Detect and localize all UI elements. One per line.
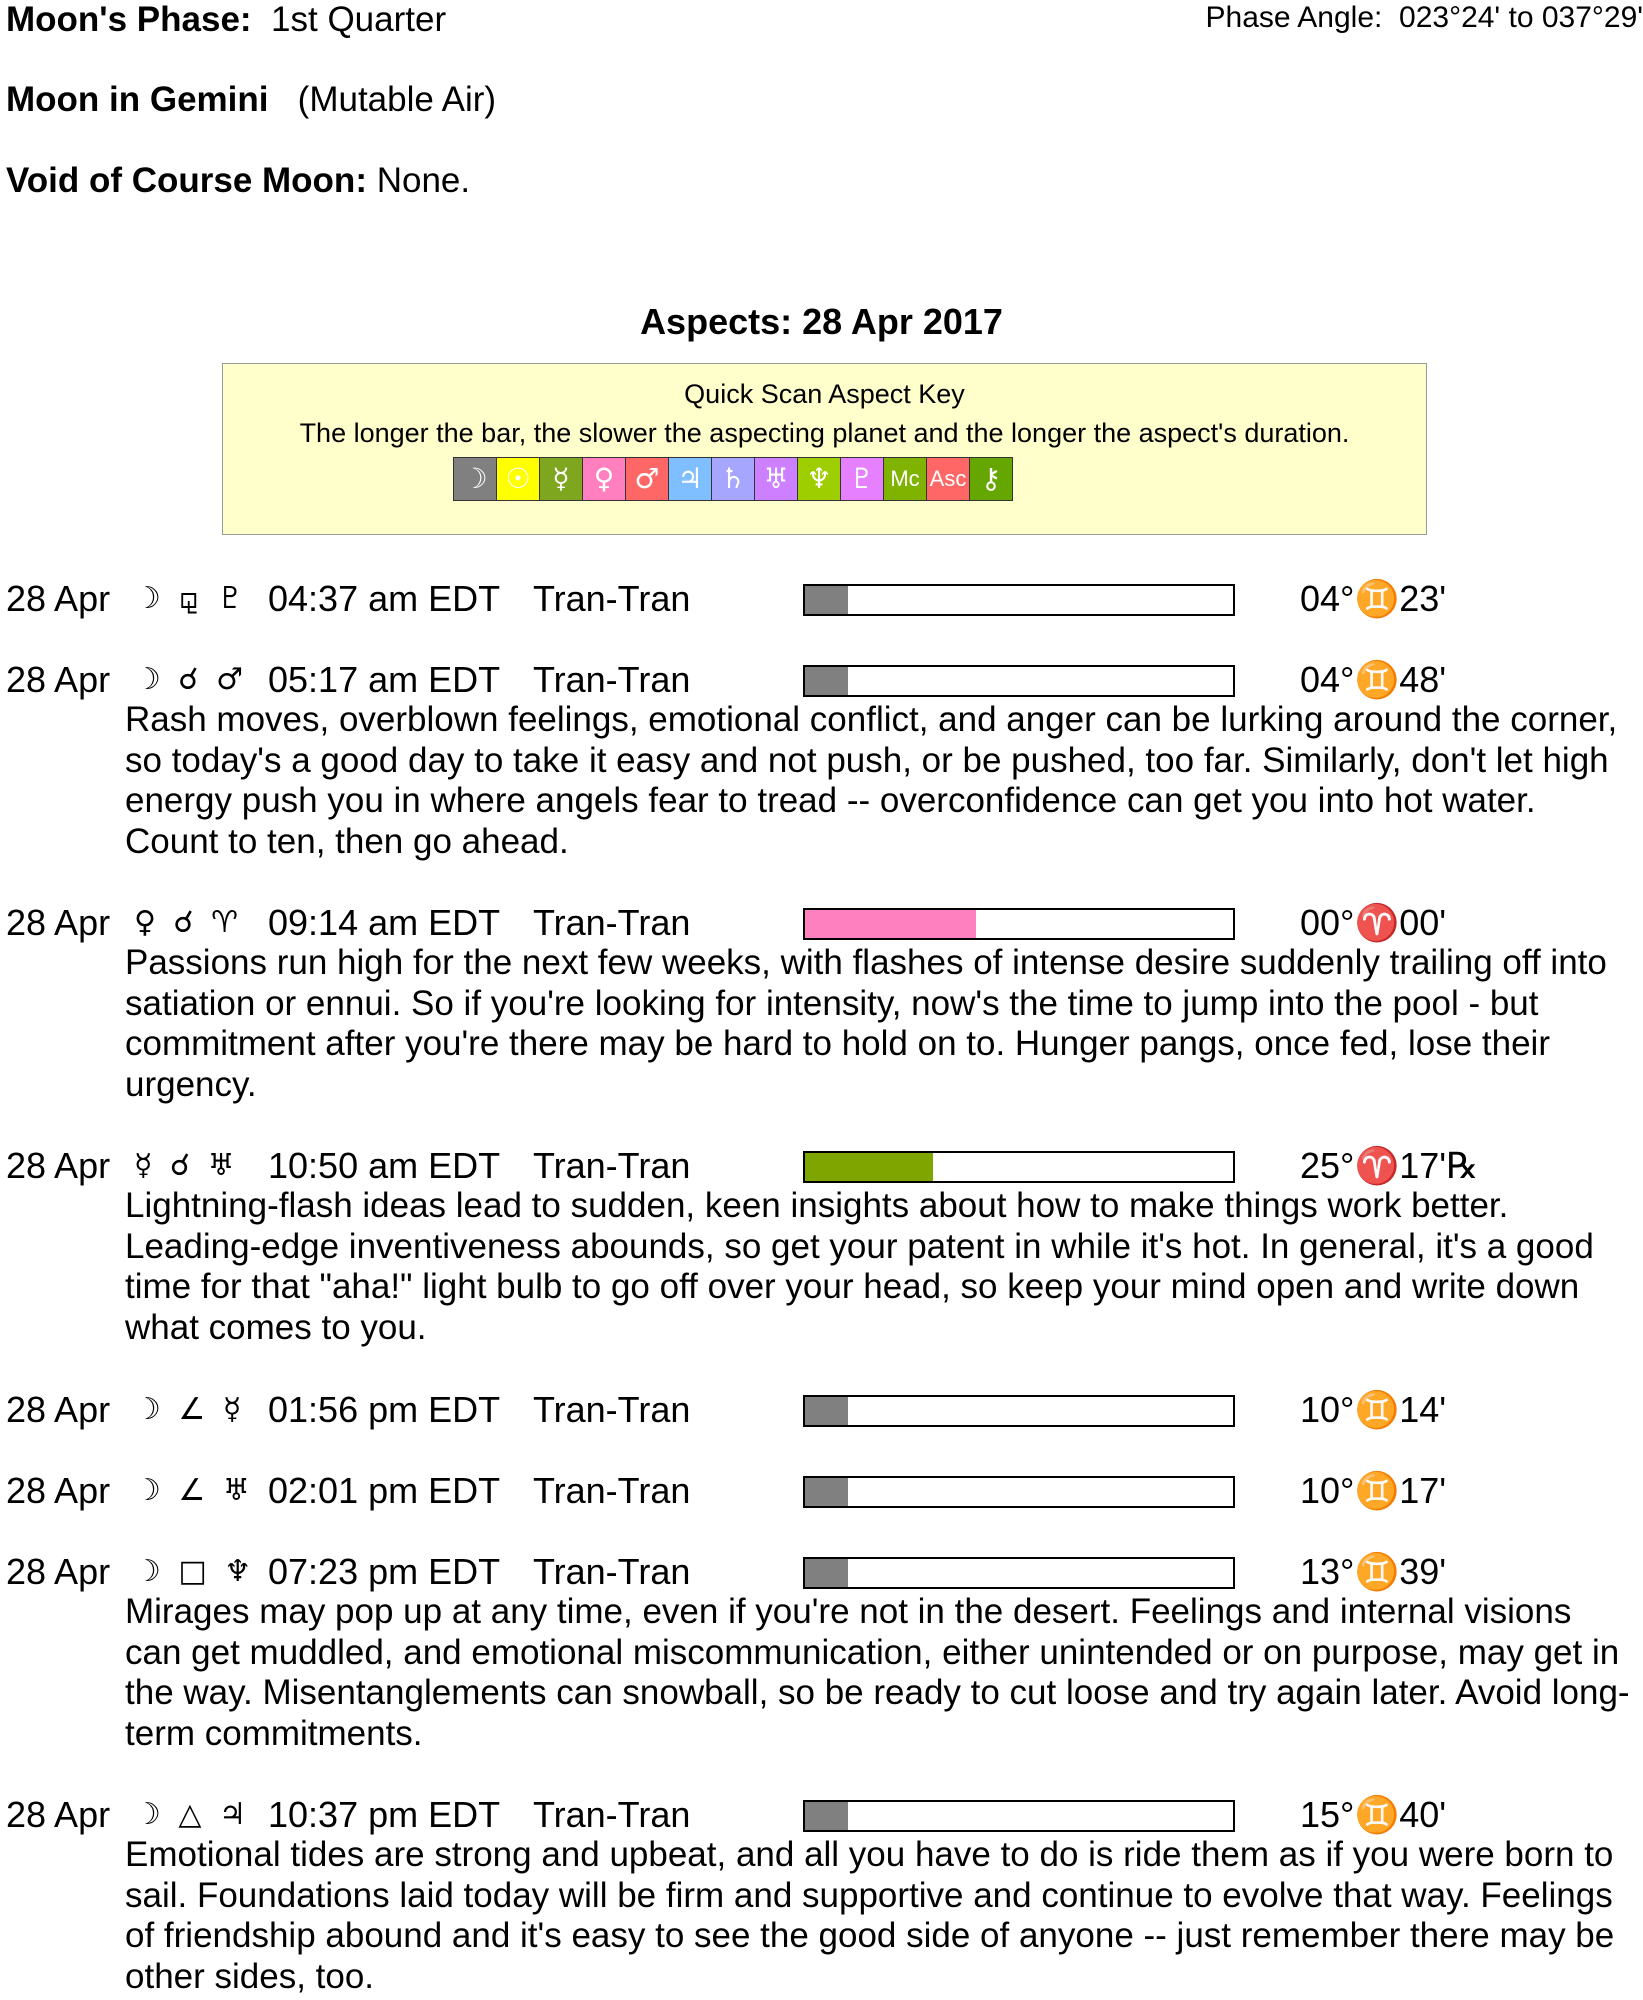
aspect-entry-header xyxy=(0,1142,1643,1190)
aspect-entry-header xyxy=(0,656,1643,704)
aspect-date: 28 Apr xyxy=(6,1389,111,1430)
aspect-date: 28 Apr xyxy=(6,659,111,700)
aspect-type: Tran-Tran xyxy=(533,659,691,700)
aspect-entry xyxy=(0,1142,1643,1348)
aspect-position: 04°♊48' xyxy=(1300,659,1447,700)
aspect-key-description: The longer the bar, the slower the aspecting planet and the longer the aspect's duration. xyxy=(299,418,1350,448)
phase-angle-label: Phase Angle: xyxy=(1205,1,1383,34)
duration-bar-fill xyxy=(805,1153,933,1181)
aspect-description: Passions run high for the next few weeks, with flashes of intense desire suddenly trailing off into satiation or ennui. So if you're looking for intensity, now's the time to jump into the pool - but commitment after you're there may be hard to hold on to. Hunger pangs, once fed, lose their urgency. xyxy=(125,943,1607,1104)
moon-phase-row xyxy=(6,0,446,40)
duration-bar xyxy=(803,1151,1235,1183)
phase-angle-value: 023°24' to 037°29' xyxy=(1399,1,1643,34)
aspect-entry xyxy=(0,1791,1643,1997)
aspect-type: Tran-Tran xyxy=(533,1794,691,1835)
aspect-glyphs: ♀ ☌ ♈ xyxy=(134,905,243,940)
aspect-position: 04°♊23' xyxy=(1300,578,1447,619)
duration-bar-fill xyxy=(805,910,976,938)
aspect-entry xyxy=(0,1386,1643,1434)
aspect-date: 28 Apr xyxy=(6,1551,111,1592)
duration-bar-fill xyxy=(805,1802,848,1830)
neptune-icon: ♆ xyxy=(797,457,841,501)
aspect-entry-header xyxy=(0,1467,1643,1515)
duration-bar-fill xyxy=(805,1478,848,1506)
duration-bar xyxy=(803,584,1235,616)
duration-bar-fill xyxy=(805,1397,848,1425)
aspect-glyphs: ☽ □ ♆ xyxy=(134,1554,256,1589)
voc-label: Void of Course Moon: xyxy=(6,161,367,200)
aspect-glyphs: ☽ ∠ ♅ xyxy=(134,1473,254,1508)
aspect-glyphs: ☽ ⚼ ♇ xyxy=(134,581,248,616)
duration-bar xyxy=(803,1395,1235,1427)
aspect-position: 00°♈00' xyxy=(1300,902,1447,943)
saturn-icon: ♄ xyxy=(711,457,755,501)
aspect-type: Tran-Tran xyxy=(533,902,691,943)
aspect-time: 09:14 am EDT xyxy=(268,902,501,943)
aspect-time: 01:56 pm EDT xyxy=(268,1389,501,1430)
aspects-title: Aspects: 28 Apr 2017 xyxy=(640,301,1003,342)
moon-phase-label: Moon's Phase: xyxy=(6,0,252,39)
aspect-description: Mirages may pop up at any time, even if you're not in the desert. Feelings and internal visions can get muddled, and emotional miscommunication, either unintended or on purpose, may get in the way. Misentanglements can snowball, so be ready to cut loose and try again later. Avoid long-term commitments. xyxy=(125,1592,1630,1753)
aspect-time: 10:37 pm EDT xyxy=(268,1794,501,1835)
aspect-time: 05:17 am EDT xyxy=(268,659,501,700)
aspect-entry-header xyxy=(0,1791,1643,1839)
duration-bar xyxy=(803,908,1235,940)
moon-sign-label: Moon in Gemini xyxy=(6,80,269,119)
aspect-date: 28 Apr xyxy=(6,1145,111,1186)
duration-bar-fill xyxy=(805,1559,848,1587)
aspect-time: 02:01 pm EDT xyxy=(268,1470,501,1511)
aspect-key-title: Quick Scan Aspect Key xyxy=(684,379,965,409)
phase-angle xyxy=(1206,0,1643,36)
aspect-position: 25°♈17'℞ xyxy=(1300,1145,1479,1186)
moon-sign-detail: (Mutable Air) xyxy=(297,80,497,119)
aspect-time: 10:50 am EDT xyxy=(268,1145,501,1186)
aspect-position: 13°♊39' xyxy=(1300,1551,1447,1592)
aspect-date: 28 Apr xyxy=(6,902,111,943)
aspect-type: Tran-Tran xyxy=(533,1551,691,1592)
mars-icon: ♂ xyxy=(625,457,669,501)
aspect-glyphs: ☿ ☌ ♅ xyxy=(134,1148,239,1183)
aspect-entry-header xyxy=(0,575,1643,623)
aspect-time: 07:23 pm EDT xyxy=(268,1551,501,1592)
aspect-key-box xyxy=(222,363,1427,535)
venus-icon: ♀ xyxy=(582,457,626,501)
moon-sign-row xyxy=(6,80,496,120)
sun-icon: ☉ xyxy=(496,457,540,501)
aspect-glyphs: ☽ ☌ ♂ xyxy=(134,662,248,697)
aspect-position: 10°♊17' xyxy=(1300,1470,1447,1511)
moon-phase-value: 1st Quarter xyxy=(271,0,447,39)
aspect-entry-header xyxy=(0,1386,1643,1434)
moon-icon: ☽ xyxy=(453,457,497,501)
duration-bar xyxy=(803,665,1235,697)
aspect-date: 28 Apr xyxy=(6,578,111,619)
aspect-entry xyxy=(0,1548,1643,1754)
duration-bar-fill xyxy=(805,586,848,614)
aspect-entry-header xyxy=(0,1548,1643,1596)
jupiter-icon: ♃ xyxy=(668,457,712,501)
aspect-type: Tran-Tran xyxy=(533,1145,691,1186)
aspect-glyphs: ☽ ∠ ☿ xyxy=(134,1392,246,1427)
mercury-icon: ☿ xyxy=(539,457,583,501)
aspect-description: Rash moves, overblown feelings, emotional conflict, and anger can be lurking around the corner, so today's a good day to take it easy and not push, or be pushed, too far. Similarly, don't let high energy push you in where angels fear to tread -- overconfidence can get you into hot water. Count to ten, then go ahead. xyxy=(125,700,1618,861)
aspect-entry xyxy=(0,575,1643,623)
aspect-date: 28 Apr xyxy=(6,1470,111,1511)
aspect-position: 10°♊14' xyxy=(1300,1389,1447,1430)
aspect-type: Tran-Tran xyxy=(533,1470,691,1511)
aspect-position: 15°♊40' xyxy=(1300,1794,1447,1835)
aspect-entry xyxy=(0,1467,1643,1515)
ascendant-icon: Asc xyxy=(926,457,970,501)
aspect-description: Lightning-flash ideas lead to sudden, keen insights about how to make things work better. Leading-edge inventiveness abounds, so get your patent in while it's hot. In general, it's a good time for that "aha!" light bulb to go off over your head, so keep your mind open and write down what comes to you. xyxy=(125,1186,1594,1347)
aspect-type: Tran-Tran xyxy=(533,578,691,619)
duration-bar xyxy=(803,1557,1235,1589)
chiron-icon: ⚷ xyxy=(969,457,1013,501)
aspect-entry xyxy=(0,656,1643,862)
void-of-course-row xyxy=(6,161,470,201)
voc-value: None. xyxy=(376,161,471,200)
aspect-time: 04:37 am EDT xyxy=(268,578,501,619)
midheaven-icon: Mc xyxy=(883,457,927,501)
aspect-type: Tran-Tran xyxy=(533,1389,691,1430)
duration-bar xyxy=(803,1476,1235,1508)
aspect-entry-header xyxy=(0,899,1643,947)
aspect-glyphs: ☽ △ ♃ xyxy=(134,1797,250,1832)
uranus-icon: ♅ xyxy=(754,457,798,501)
aspect-description: Emotional tides are strong and upbeat, and all you have to do is ride them as if you were born to sail. Foundations laid today will be firm and supportive and continue to evolve that way. Feelings of friendship abound and it's easy to see the good side of anyone -- just remember there may be other sides, too. xyxy=(125,1835,1615,1996)
pluto-icon: ♇ xyxy=(840,457,884,501)
aspect-entry xyxy=(0,899,1643,1105)
aspect-date: 28 Apr xyxy=(6,1794,111,1835)
aspect-key-strip xyxy=(453,457,1013,501)
duration-bar-fill xyxy=(805,667,848,695)
duration-bar xyxy=(803,1800,1235,1832)
